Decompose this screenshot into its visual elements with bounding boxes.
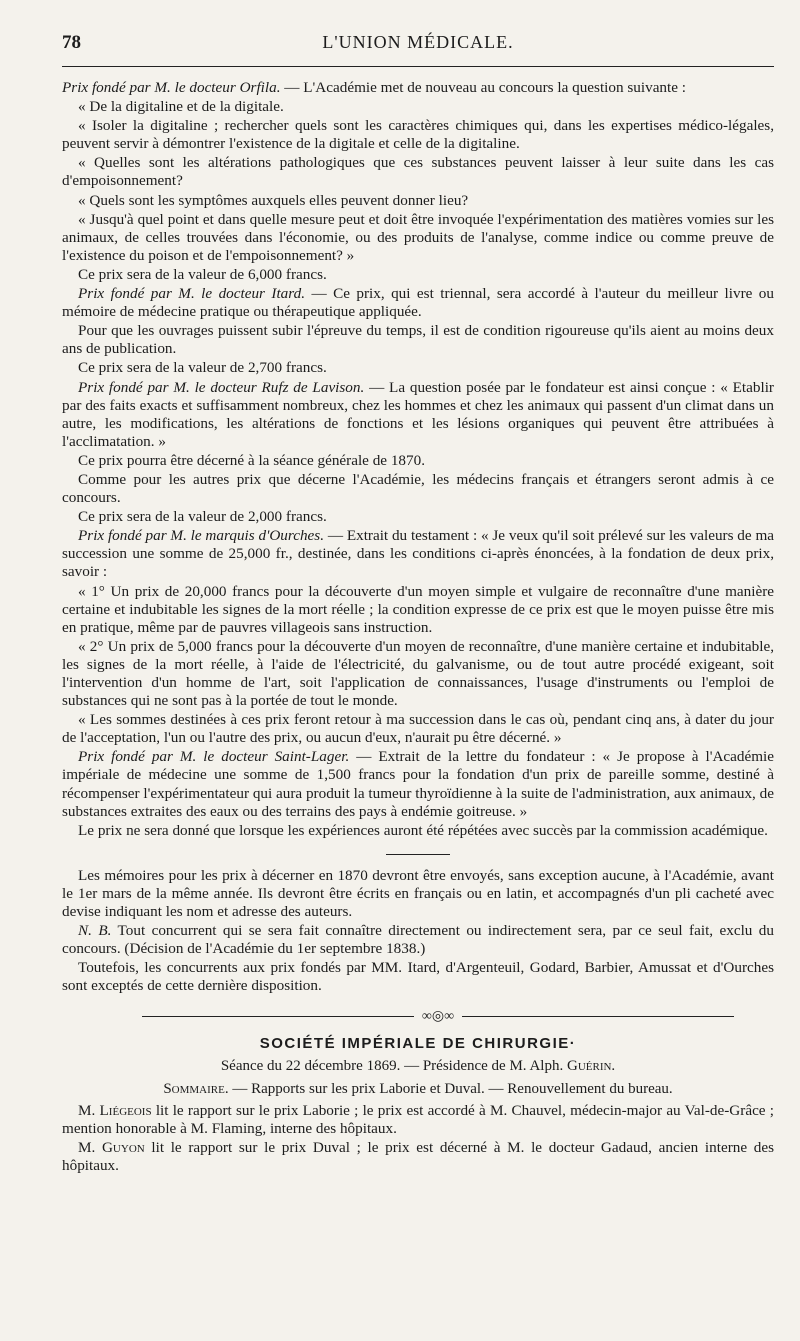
paragraph-text: — Extrait du testament : « Je veux qu'il soit prélevé sur les valeurs de ma succession une somme de 25,000 fr., destinée, dans les conditions ci-après énoncées, à la fondation de deux prix, savoir : [62,527,775,581]
paragraph-text: « 2° Un prix de 5,000 francs pour la découverte d'un moyen de reconnaître, d'une manière certaine et indubitable, les signes de la mort réelle, à l'aide de l'électricité, du galvanisme, ou de tout autre procédé exigeant, soit l'intervention d'un homme de l'art, soit l'application de connaissances, l'usage d'instruments ou l'emploi de substances qui ne sont pas à la portée de tout le monde. [62,637,774,710]
paragraph [62,867,774,921]
paragraph-lead: Prix fondé par M. le marquis d'Ourches. [78,527,325,545]
paragraph-text: Le prix ne sera donné que lorsque les expériences auront été répétées avec succès par la commission académique. [78,821,768,839]
paragraph [62,711,774,747]
paragraph-text: « Quels sont les symptômes auxquels elles peuvent donner lieu? [78,191,469,209]
paragraph [62,583,774,637]
paragraph-text: « De la digitaline et de la digitale. [78,98,284,116]
paragraph-text: Ce prix sera de la valeur de 2,700 francs. [78,359,327,377]
session-prefix: Séance du 22 décembre 1869. — Présidence de M. Alph. [220,1057,567,1074]
paragraph [62,508,774,526]
ornament-line-right [462,1016,734,1017]
paragraph-text: Pour que les ouvrages puissent subir l'épreuve du temps, il est de condition rigoureuse qu'ils aient au moins deux ans de publication. [62,322,774,358]
paragraph [62,359,774,377]
paragraph [62,452,774,470]
ornament-line-left [142,1016,414,1017]
ornament-glyph: ∞◎∞ [421,1008,455,1024]
society-title: SOCIÉTÉ IMPÉRIALE DE CHIRURGIE· [259,1034,577,1052]
paragraph-text: Ce prix sera de la valeur de 2,000 francs. [78,508,327,526]
running-title: L'UNION MÉDICALE. [322,32,514,52]
paragraph-lead: N. B. [78,922,112,940]
paragraph [62,117,774,153]
report-paragraph [62,1102,774,1138]
paragraph-text: Comme pour les autres prix que décerne l'Académie, les médecins français et étrangers seront admis à ce concours. [62,470,774,507]
report-paragraph [62,1139,774,1175]
paragraph [62,959,774,995]
paragraph-text: « Quelles sont les altérations pathologiques que ces substances peuvent laisser à leur suite dans les cas d'empoisonnement? [62,154,774,190]
paragraph [62,79,774,97]
paragraph-text: Toutefois, les concurrents aux prix fondés par MM. Itard, d'Argenteuil, Godard, Barbier, Amussat et d'Ourches sont exceptés de cette dernière disposition. [62,959,774,995]
report-speaker: M. Guyon [78,1138,145,1156]
page-header [62,30,774,64]
page-number: 78 [62,32,81,53]
session-president: Guérin. [566,1057,616,1074]
session-line [62,1058,774,1075]
header-rule [62,66,774,67]
paragraph-text: Ce prix pourra être décerné à la séance générale de 1870. [78,451,426,469]
paragraph [62,922,774,958]
article-body [62,79,774,1175]
paragraph [62,211,774,265]
paragraph [62,748,774,820]
paragraph-text: — Extrait de la lettre du fondateur : « Je propose à l'Académie impériale de médecine une somme de 1,500 francs pour la fondation d'un prix de pareille somme, destiné à récompenser l'expérimentateur qui aura produit la tumeur thyroïdienne à la suite de l'administration, aux animaux, de substances extraites des eaux ou des terrains des pays à endémie goitreuse. » [62,748,774,820]
reports-section [62,1102,774,1175]
report-speaker: M. Liégeois [78,1101,152,1119]
paragraph [62,322,774,358]
paragraph-lead: Prix fondé par M. le docteur Saint-Lager. [78,748,350,766]
summary-text: — Rapports sur les prix Laborie et Duval. — Renouvellement du bureau. [228,1080,673,1097]
paragraph [62,822,774,840]
paragraph [62,471,774,507]
paragraph-text: — Ce prix, qui est triennal, sera accordé à l'auteur du meilleur livre ou mémoire de médecine pratique ou thérapeutique appliquée. [62,285,774,321]
summary-label: Sommaire. [163,1080,229,1097]
ornament-divider [142,1008,734,1025]
paragraph [62,379,774,451]
paragraph [62,98,774,116]
paragraph-text: — L'Académie met de nouveau au concours la question suivante : [280,79,687,96]
paragraph [62,154,774,190]
paragraph [62,192,774,210]
paragraph [62,266,774,284]
paragraph-text: Ce prix sera de la valeur de 6,000 francs. [78,265,327,283]
paragraph-lead: Prix fondé par M. le docteur Itard. [78,285,306,303]
summary-line [62,1081,774,1098]
paragraph [62,285,774,321]
paragraph-lead: Prix fondé par M. le docteur Rufz de Lavison. [78,378,365,396]
paragraph-text: Tout concurrent qui se sera fait connaître directement ou indirectement sera, par ce seul fait, exclu du concours. (Décision de l'Académie du 1er septembre 1838.) [62,922,774,958]
paragraph-text: « Isoler la digitaline ; rechercher quels sont les caractères chimiques qui, dans les expertises médico-légales, peuvent servir à démontrer l'existence de la digitale et celle de la digitaline. [62,117,774,153]
paragraph [62,638,774,710]
paragraph-text: « Jusqu'à quel point et dans quelle mesure peut et doit être invoquée l'expérimentation des matières vomies sur les animaux, de celles trouvées dans l'économie, ou des produits de l'analyse, comme indice ou comme preuve de l'existence du poison et de l'empoisonnement? » [62,210,774,264]
paragraph-text: Les mémoires pour les prix à décerner en 1870 devront être envoyés, sans exception aucune, à l'Académie, avant le 1er mars de la même année. Ils devront être écrits en français ou en latin, et accompagnés d'un pli cacheté avec devise indiquant les nom et adresse des auteurs. [62,866,774,921]
closing-section [62,867,774,996]
paragraph-lead: Prix fondé par M. le docteur Orfila. [62,79,281,96]
paragraph-text: « 1° Un prix de 20,000 francs pour la découverte d'un moyen simple et vulgaire de reconnaître d'une manière certaine et indubitable les signes de la mort réelle ; la condition expresse de ce prix est que le moyen puisse être mis en pratique, même par de pauvres villageois sans instruction. [62,582,774,636]
paragraph-text: — La question posée par le fondateur est ainsi conçue : « Etablir par des faits exacts et suffisamment nombreux, chez les hommes et chez les animaux qui passent d'un climat dans un autre, les modifications, les altérations de fonctions et les lésions organiques qui peuvent être attribuées à l'acclimatation. » [62,378,774,450]
report-text: lit le rapport sur le prix Duval ; le prix est décerné à M. le docteur Gadaud, ancien interne des hôpitaux. [62,1138,774,1174]
section-divider [386,854,450,855]
paragraph-text: « Les sommes destinées à ces prix feront retour à ma succession dans le cas où, pendant cinq ans, à dater du jour de l'acceptation, l'un ou l'autre des prix, ou aucun d'eux, n'aurait pu être décerné. » [62,711,774,747]
report-text: lit le rapport sur le prix Laborie ; le prix est accordé à M. Chauvel, médecin-major au Val-de-Grâce ; mention honorable à M. Flaming, interne des hôpitaux. [62,1101,774,1137]
paragraph [62,527,774,581]
prizes-section [62,79,774,840]
